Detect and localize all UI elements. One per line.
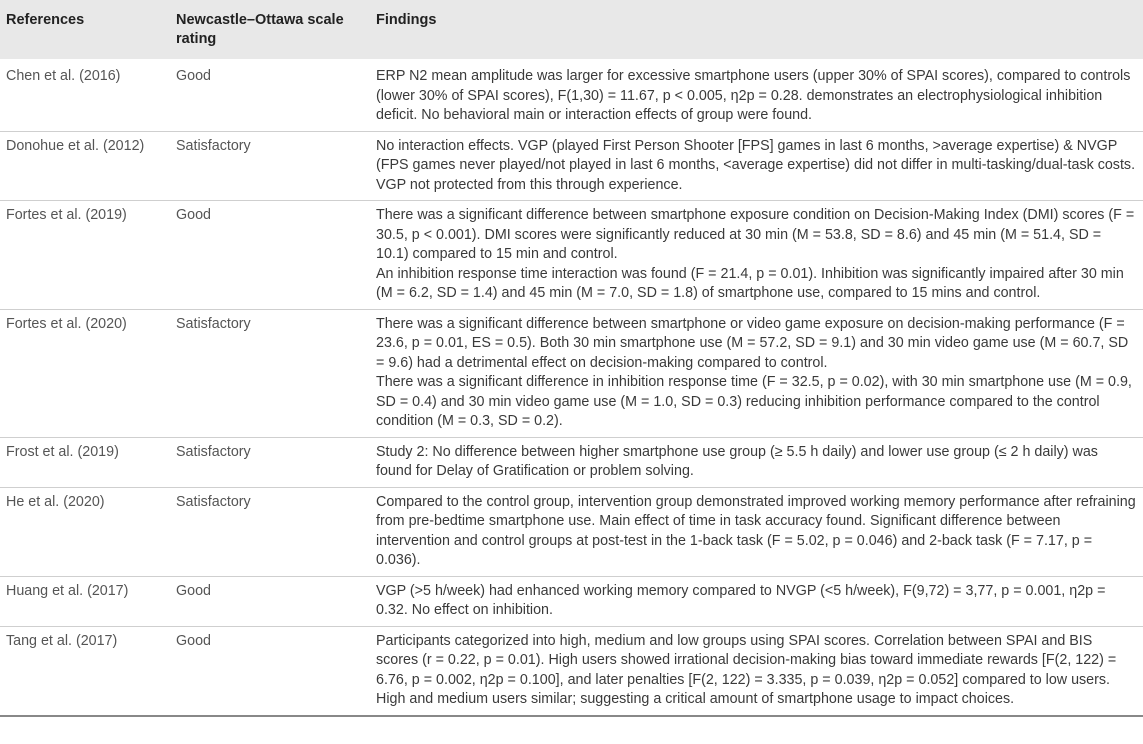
cell-findings (370, 201, 1143, 310)
header-rating: Newcastle–Ottawa scale rating (176, 12, 344, 47)
cell-findings (370, 59, 1143, 131)
findings-paragraph: Compared to the control group, intervention group demonstrated improved working memory performance after refraining from pre-bedtime smartphone use. Main effect of time in task accuracy found. Significant difference between intervention and control groups at post-test in the 1-back task (F = 5.02, p = 0.046) and 2-back task (F = 7.17, p = 0.036). (376, 493, 1136, 568)
cell-rating: Satisfactory (170, 437, 370, 487)
findings-paragraph: There was a significant difference in inhibition response time (F = 32.5, p = 0.02), with 30 min smartphone use (M = 0.9, SD = 0.4) and 30 min video game use (M = 1.0, SD = 0.3) reducing inhibition performance compared to the control condition (M = 0.3, SD = 0.2). (376, 374, 1132, 429)
cell-rating: Satisfactory (170, 309, 370, 437)
table-row (0, 437, 1143, 487)
cell-rating: Satisfactory (170, 131, 370, 201)
cell-reference: Donohue et al. (2012) (0, 131, 170, 201)
findings-paragraph: There was a significant difference between smartphone or video game exposure on decision-making performance (F = 23.6, p = 0.01, ES = 0.5). Both 30 min smartphone use (M = 57.2, SD = 9.1) and 30 min video game use (M = 60.7, SD = 9.6) had a detrimental effect on decision-making compared to control. (376, 315, 1129, 371)
header-references: References (6, 12, 85, 28)
cell-reference: Frost et al. (2019) (0, 437, 170, 487)
cell-reference: Tang et al. (2017) (0, 626, 170, 716)
table-row (0, 626, 1143, 716)
table-row (0, 59, 1143, 131)
cell-reference: He et al. (2020) (0, 487, 170, 576)
cell-rating: Good (170, 626, 370, 716)
cell-findings (370, 437, 1143, 487)
cell-findings (370, 576, 1143, 626)
findings-paragraph: Study 2: No difference between higher smartphone use group (≥ 5.5 h daily) and lower use group (≤ 2 h daily) was found for Delay of Gratification or problem solving. (376, 443, 1098, 479)
table-body (0, 59, 1143, 716)
table-header (0, 0, 1143, 59)
cell-reference: Chen et al. (2016) (0, 59, 170, 131)
cell-findings (370, 487, 1143, 576)
table-row (0, 487, 1143, 576)
cell-rating: Good (170, 201, 370, 310)
header-row (0, 0, 1143, 59)
table-row (0, 576, 1143, 626)
cell-reference: Huang et al. (2017) (0, 576, 170, 626)
cell-findings (370, 309, 1143, 437)
findings-paragraph: Participants categorized into high, medium and low groups using SPAI scores. Correlation between SPAI and BIS scores (r = 0.22, p = 0.01). High users showed irrational decision-making bias toward immediate rewards [F(2, 122) = 6.76, p = 0.002, η2p = 0.100], and later penalties [F(2, 122) = 3.335, p = 0.039, η2p = 0.052] compared to low users. High and medium users similar; suggesting a critical amount of smartphone usage to impact choices. (376, 632, 1117, 707)
findings-paragraph: No interaction effects. VGP (played First Person Shooter [FPS] games in last 6 months, >average expertise) & NVGP (FPS games never played/not played in last 6 months, <average expertise) did not differ in multi-tasking/dual-task costs. VGP not protected from this through experience. (376, 137, 1136, 193)
table-row (0, 309, 1143, 437)
cell-reference: Fortes et al. (2019) (0, 201, 170, 310)
cell-findings (370, 131, 1143, 201)
findings-paragraph: VGP (>5 h/week) had enhanced working memory compared to NVGP (<5 h/week), F(9,72) = 3,77, p = 0.001, η2p = 0.32. No effect on inhibition. (376, 582, 1106, 618)
cell-findings (370, 626, 1143, 716)
cell-rating: Good (170, 59, 370, 131)
cell-reference: Fortes et al. (2020) (0, 309, 170, 437)
findings-paragraph: There was a significant difference between smartphone exposure condition on Decision-Making Index (DMI) scores (F = 30.5, p < 0.001). DMI scores were significantly reduced at 30 min (M = 53.8, SD = 8.6) and 45 min (M = 51.4, SD = 10.1) compared to 15 min and control. (376, 207, 1135, 262)
findings-paragraph: ERP N2 mean amplitude was larger for excessive smartphone users (upper 30% of SPAI scores), compared to controls (lower 30% of SPAI scores), F(1,30) = 11.67, p < 0.005, η2p = 0.28. demonstrates an electrophysiological inhibition deficit. No behavioral main or interaction effects of group were found. (376, 68, 1131, 123)
findings-paragraph: An inhibition response time interaction was found (F = 21.4, p = 0.01). Inhibition was significantly impaired after 30 min (M = 6.2, SD = 1.4) and 45 min (M = 7.0, SD = 1.8) of smartphone use, compared to 15 mins and control. (376, 265, 1124, 301)
header-findings: Findings (376, 12, 437, 28)
table-row (0, 131, 1143, 201)
table-row (0, 201, 1143, 310)
cell-rating: Good (170, 576, 370, 626)
cell-rating: Satisfactory (170, 487, 370, 576)
